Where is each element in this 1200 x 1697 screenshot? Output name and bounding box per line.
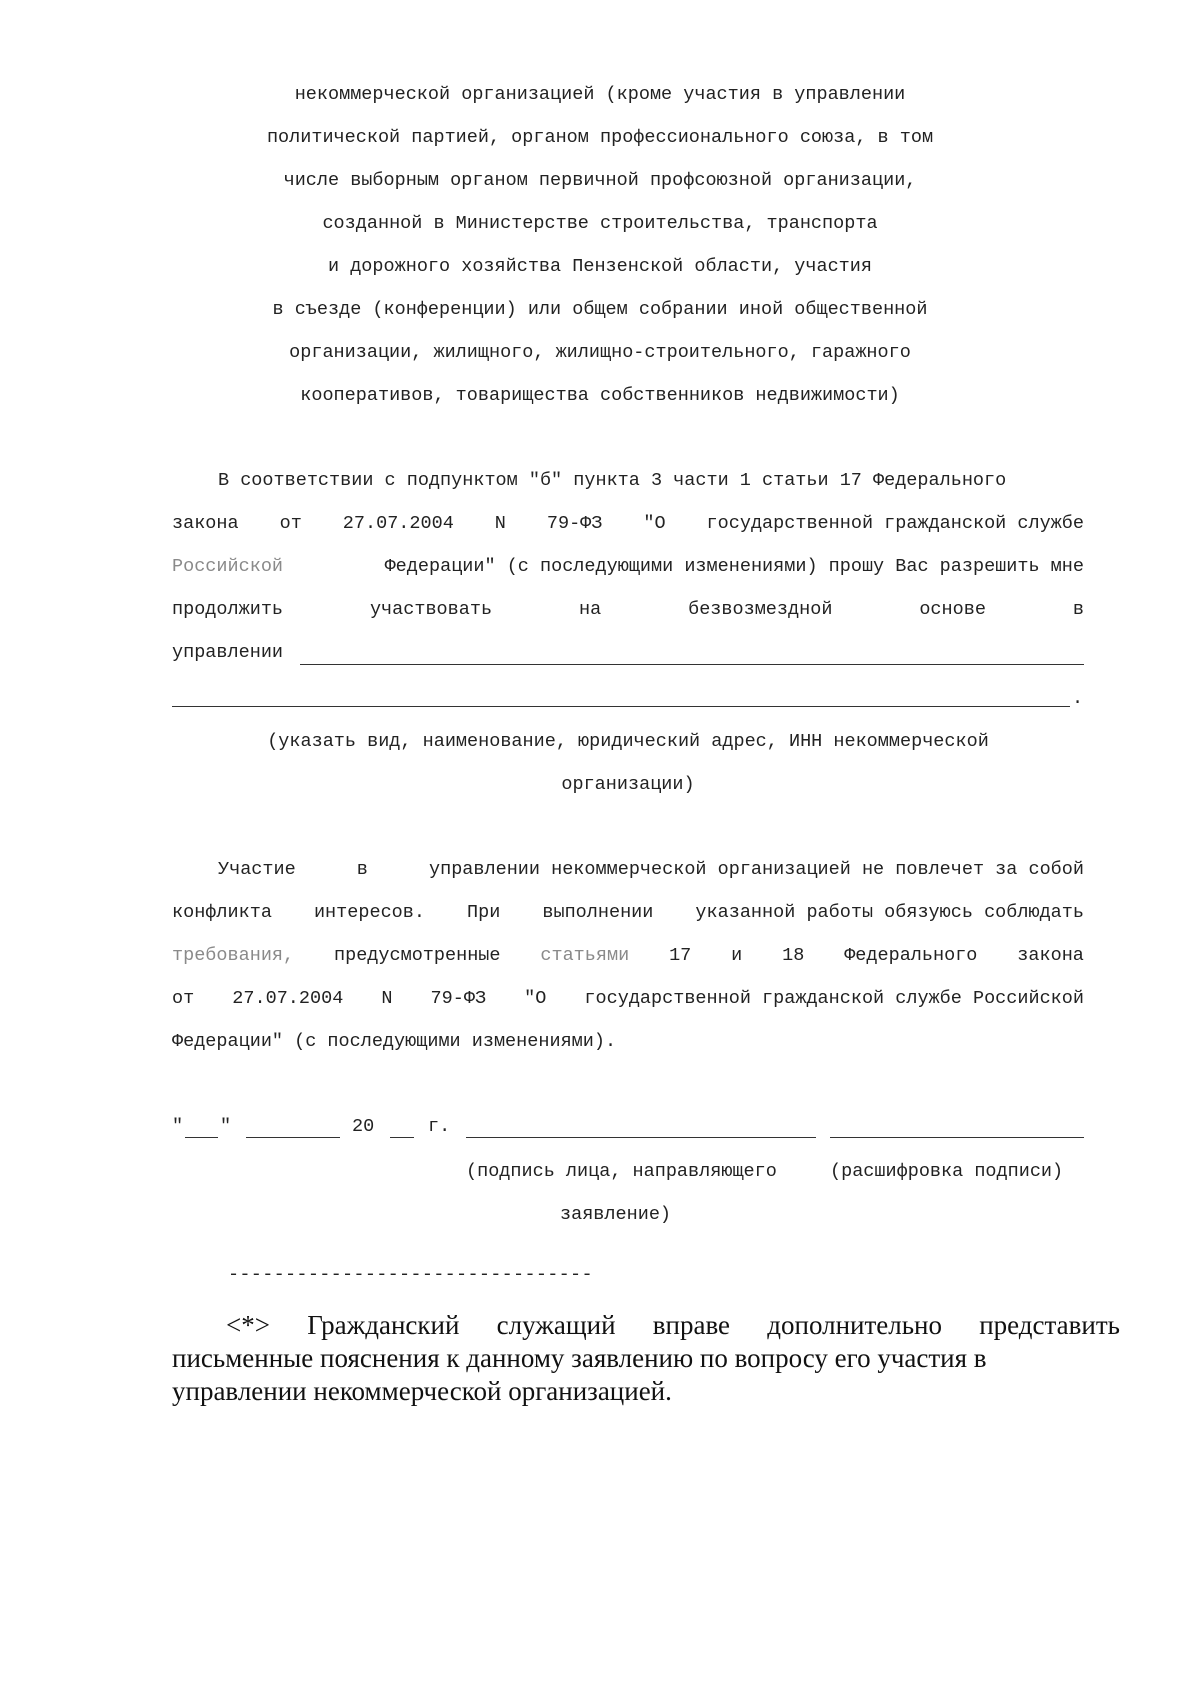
participation-line-5: Федерации" (с последующими изменениями). <box>172 1031 617 1052</box>
management-label: управлении <box>172 642 284 663</box>
request-line-2-word: 79-ФЗ <box>546 513 603 534</box>
organization-blank-line-1[interactable] <box>300 664 1084 665</box>
footnote-line-1 <box>226 1310 1120 1341</box>
signature-decoding-blank[interactable] <box>830 1137 1084 1138</box>
participation-line-3-word: предусмотренные <box>333 945 501 966</box>
participation-line-2-word: выполнении <box>542 902 654 923</box>
decoding-hint: (расшифровка подписи) <box>830 1161 1064 1182</box>
footnote-line-1-word: вправе <box>652 1310 731 1340</box>
participation-line-2-word: конфликта <box>172 902 272 923</box>
year-suffix: г. <box>428 1116 451 1137</box>
request-line-2-word: "О <box>643 513 666 534</box>
organization-hint-line-1: (указать вид, наименование, юридический адрес, ИНН некоммерческой <box>267 731 989 752</box>
date-quote-open: " <box>172 1116 184 1137</box>
title-line-8: кооперативов, товарищества собственников недвижимости) <box>300 385 900 406</box>
request-line-2-word: государственной гражданской службе <box>706 513 1084 534</box>
request-line-3-word: Федерации" (с последующими изменениями) прошу Вас разрешить мне <box>384 556 1084 577</box>
title-line-3: числе выборным органом первичной профсоюзной организации, <box>283 170 917 191</box>
participation-line-1-word: Участие <box>218 859 296 880</box>
participation-line-4 <box>172 988 1084 1009</box>
participation-line-3-word: Федерального <box>844 945 978 966</box>
participation-line-1-word: в <box>356 859 368 880</box>
title-line-4: созданной в Министерстве строительства, транспорта <box>322 213 878 234</box>
title-line-5: и дорожного хозяйства Пензенской области, участия <box>328 256 872 277</box>
participation-line-1-word: управлении некоммерческой организацией не повлечет за собой <box>428 859 1084 880</box>
participation-line-3-word: и <box>731 945 743 966</box>
request-line-4-word: безвозмездной <box>688 599 833 620</box>
year-blank[interactable] <box>390 1137 414 1138</box>
participation-line-3-word: 18 <box>782 945 805 966</box>
year-prefix: 20 <box>352 1116 375 1137</box>
footnote-line-1-word: представить <box>979 1310 1120 1340</box>
request-line-4-word: участвовать <box>369 599 493 620</box>
date-quote-close: " <box>220 1116 232 1137</box>
participation-line-2-word: интересов. <box>313 902 425 923</box>
day-blank[interactable] <box>185 1137 218 1138</box>
signature-hint-line-2: заявление) <box>560 1204 672 1225</box>
participation-line-4-word: государственной гражданской службе Российской <box>584 988 1084 1009</box>
participation-line-4-word: от <box>172 988 195 1009</box>
organization-hint-line-2: организации) <box>561 774 695 795</box>
blank-line-period: . <box>1072 688 1084 709</box>
request-line-4-word: основе <box>919 599 986 620</box>
request-line-4 <box>172 599 1084 620</box>
participation-line-2 <box>172 902 1084 923</box>
request-line-2-word: 27.07.2004 <box>342 513 454 534</box>
participation-line-3-word: статьями <box>540 945 630 966</box>
request-line-4-word: на <box>578 599 602 620</box>
participation-line-3-word: требования, <box>172 945 295 966</box>
footnote-line-1-word: <*> <box>226 1310 270 1340</box>
request-line-2-word: N <box>494 513 506 534</box>
participation-line-4-word: 27.07.2004 <box>232 988 344 1009</box>
request-line-4-word: в <box>1072 599 1084 620</box>
participation-line-4-word: 79-ФЗ <box>430 988 487 1009</box>
participation-line-1 <box>218 859 1084 880</box>
request-line-2 <box>172 513 1084 534</box>
request-line-3-word: Российской <box>172 556 284 577</box>
title-line-1: некоммерческой организацией (кроме участия в управлении <box>294 84 906 105</box>
request-line-2-word: закона <box>172 513 239 534</box>
footnote-line-1-word: служащий <box>496 1310 616 1340</box>
participation-line-4-word: N <box>381 988 393 1009</box>
footnote-line-2: письменные пояснения к данному заявлению по вопросу его участия в <box>172 1343 987 1373</box>
footnote-line-1-word: Гражданский <box>307 1310 460 1340</box>
request-line-1: В соответствии с подпунктом "б" пункта 3 части 1 статьи 17 Федерального <box>218 470 1007 491</box>
participation-line-4-word: "О <box>524 988 547 1009</box>
signature-blank[interactable] <box>466 1137 816 1138</box>
title-line-7: организации, жилищного, жилищно-строительного, гаражного <box>289 342 911 363</box>
signature-hint-line-1: (подпись лица, направляющего <box>466 1161 777 1182</box>
participation-line-3-word: закона <box>1017 945 1084 966</box>
request-line-3 <box>172 556 1084 577</box>
participation-line-2-word: При <box>467 902 501 923</box>
participation-line-3 <box>172 945 1084 966</box>
footnote-line-3: управлении некоммерческой организацией. <box>172 1376 672 1406</box>
title-line-6: в съезде (конференции) или общем собрании иной общественной <box>272 299 928 320</box>
participation-line-2-word: указанной работы обязуюсь соблюдать <box>695 902 1084 923</box>
request-line-2-word: от <box>279 513 302 534</box>
footnote-line-1-word: дополнительно <box>767 1310 942 1340</box>
participation-line-3-word: 17 <box>669 945 692 966</box>
month-blank[interactable] <box>246 1137 340 1138</box>
organization-blank-line-2[interactable] <box>172 706 1070 707</box>
request-line-4-word: продолжить <box>172 599 284 620</box>
footnote-separator: -------------------------------- <box>228 1264 593 1285</box>
title-line-2: политической партией, органом профессионального союза, в том <box>266 127 934 148</box>
